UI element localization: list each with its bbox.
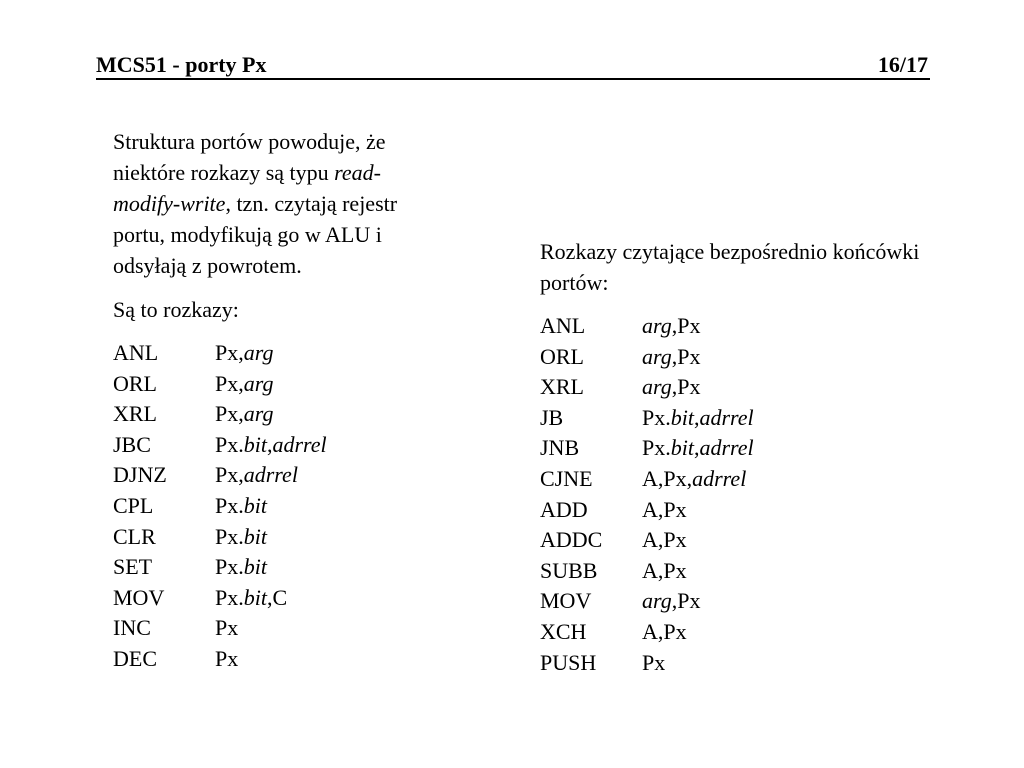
instruction-row [113,369,327,400]
instruction-mnemonic: ORL [540,343,584,369]
instruction-row [540,464,754,495]
operand-part: arg [642,343,672,369]
instruction-operands [642,311,754,342]
right-intro-paragraph: Rozkazy czytające bezpośrednio końcówki portów: [540,239,920,295]
instruction-row [113,613,327,644]
operand-part: arg [243,401,274,427]
instruction-row [113,522,327,553]
instruction-row [540,403,754,434]
operand-part: Px, [215,462,244,488]
operand-part: Px [642,649,666,675]
instruction-row [113,430,327,461]
operand-part: Px. [215,492,244,518]
instruction-mnemonic: MOV [540,588,592,614]
instruction-operands [215,613,327,644]
instruction-row [113,338,327,369]
instruction-operands [215,430,327,461]
instruction-row [540,525,754,556]
operand-part: Px. [215,523,244,549]
slide-title: MCS51 - porty Px [96,52,267,77]
instruction-operands [215,460,327,491]
operand-part: arg [243,340,274,365]
operand-part: bit [670,404,694,430]
operand-part: arg [642,313,672,338]
instruction-row [540,342,754,373]
operand-part: adrrel [692,465,747,491]
operand-part: , [266,431,273,457]
intro-italic-term: read-modify-write [113,160,381,216]
instruction-row [113,552,327,583]
operand-part: Px [215,645,239,671]
instruction-row [540,648,754,679]
operand-part: A,Px [642,496,687,522]
instruction-operands [642,464,754,495]
instruction-operands [642,586,754,617]
operand-part: ,Px [671,374,701,400]
instruction-mnemonic: ANL [113,340,159,365]
right-column [540,236,920,678]
operand-part: ,Px [671,588,701,614]
instruction-mnemonic: JNB [540,435,580,461]
operand-part: bit [243,492,267,518]
operand-part: A,Px, [642,465,693,491]
operand-part: adrrel [699,404,754,430]
instruction-row [540,372,754,403]
instruction-mnemonic: XCH [540,618,587,644]
instruction-mnemonic: XRL [540,374,584,400]
instruction-mnemonic: JB [540,404,564,430]
instruction-row [113,583,327,614]
instruction-mnemonic: MOV [113,584,165,610]
left-column [113,126,443,675]
operand-part: , [693,404,700,430]
instruction-row [113,460,327,491]
instruction-operands [215,399,327,430]
instruction-mnemonic: CLR [113,523,156,549]
instruction-mnemonic: JBC [113,431,151,457]
instruction-operands [215,583,327,614]
instruction-operands [215,644,327,675]
slide-header [96,52,930,80]
instruction-operands [642,648,754,679]
instruction-row [113,491,327,522]
operand-part: adrrel [699,435,754,461]
operand-part: ,Px [671,343,701,369]
operand-part: arg [642,588,672,614]
instruction-operands [215,491,327,522]
operand-part: arg [642,374,672,400]
instruction-operands [642,433,754,464]
operand-part: bit [243,554,267,580]
instruction-row [540,311,754,342]
instruction-mnemonic: CPL [113,492,154,518]
operand-part: A,Px [642,557,687,583]
instruction-mnemonic: XRL [113,401,157,427]
page-number: 16/17 [877,52,928,77]
operand-part: Px. [215,431,244,457]
operand-part: A,Px [642,618,687,644]
instruction-mnemonic: CJNE [540,465,593,491]
instruction-row [540,617,754,648]
instruction-row [540,556,754,587]
instruction-row [540,586,754,617]
instruction-mnemonic: DEC [113,645,157,671]
operand-part: bit [670,435,694,461]
instruction-mnemonic: ANL [540,313,586,338]
operand-part: Px. [642,404,671,430]
instruction-mnemonic: ADD [540,496,588,522]
operand-part: bit [243,431,267,457]
instruction-row [540,433,754,464]
pin-read-instruction-table [540,311,754,678]
instruction-mnemonic: PUSH [540,649,597,675]
operand-part: Px, [215,401,244,427]
operand-part: Px, [215,340,244,365]
instruction-mnemonic: ADDC [540,527,603,553]
instruction-row [113,399,327,430]
instruction-operands [215,338,327,369]
instruction-mnemonic: SUBB [540,557,598,583]
operand-part: ,C [266,584,288,610]
operand-part: bit [243,584,267,610]
operand-part: , [693,435,700,461]
intro-text-end: , tzn. czytają rejestr portu, modyfikują go w ALU i odsyłają z powrotem. [113,191,398,278]
operand-part: adrrel [243,462,298,488]
instruction-operands [642,403,754,434]
intro-paragraph [113,126,443,281]
operand-part: adrrel [272,431,327,457]
operand-part: Px. [642,435,671,461]
operand-part: A,Px [642,527,687,553]
instruction-operands [642,372,754,403]
instruction-operands [642,342,754,373]
operand-part: bit [243,523,267,549]
intro-text-start: Struktura portów powoduje, że niektóre rozkazy są typu [113,129,386,185]
instruction-mnemonic: ORL [113,370,157,396]
instruction-operands [642,525,754,556]
operand-part: Px. [215,584,244,610]
instruction-operands [215,522,327,553]
instruction-mnemonic: INC [113,615,151,641]
operand-part: ,Px [671,313,701,338]
instruction-operands [642,495,754,526]
rmw-instruction-table [113,338,327,675]
instruction-operands [215,552,327,583]
instruction-mnemonic: SET [113,554,153,580]
instruction-operands [215,369,327,400]
instruction-mnemonic: DJNZ [113,462,167,488]
operand-part: Px, [215,370,244,396]
instruction-row [540,495,754,526]
instruction-operands [642,617,754,648]
operand-part: Px [215,615,239,641]
operand-part: arg [243,370,274,396]
instruction-row [113,644,327,675]
list-heading: Są to rozkazy: [113,297,239,322]
operand-part: Px. [215,554,244,580]
instruction-operands [642,556,754,587]
